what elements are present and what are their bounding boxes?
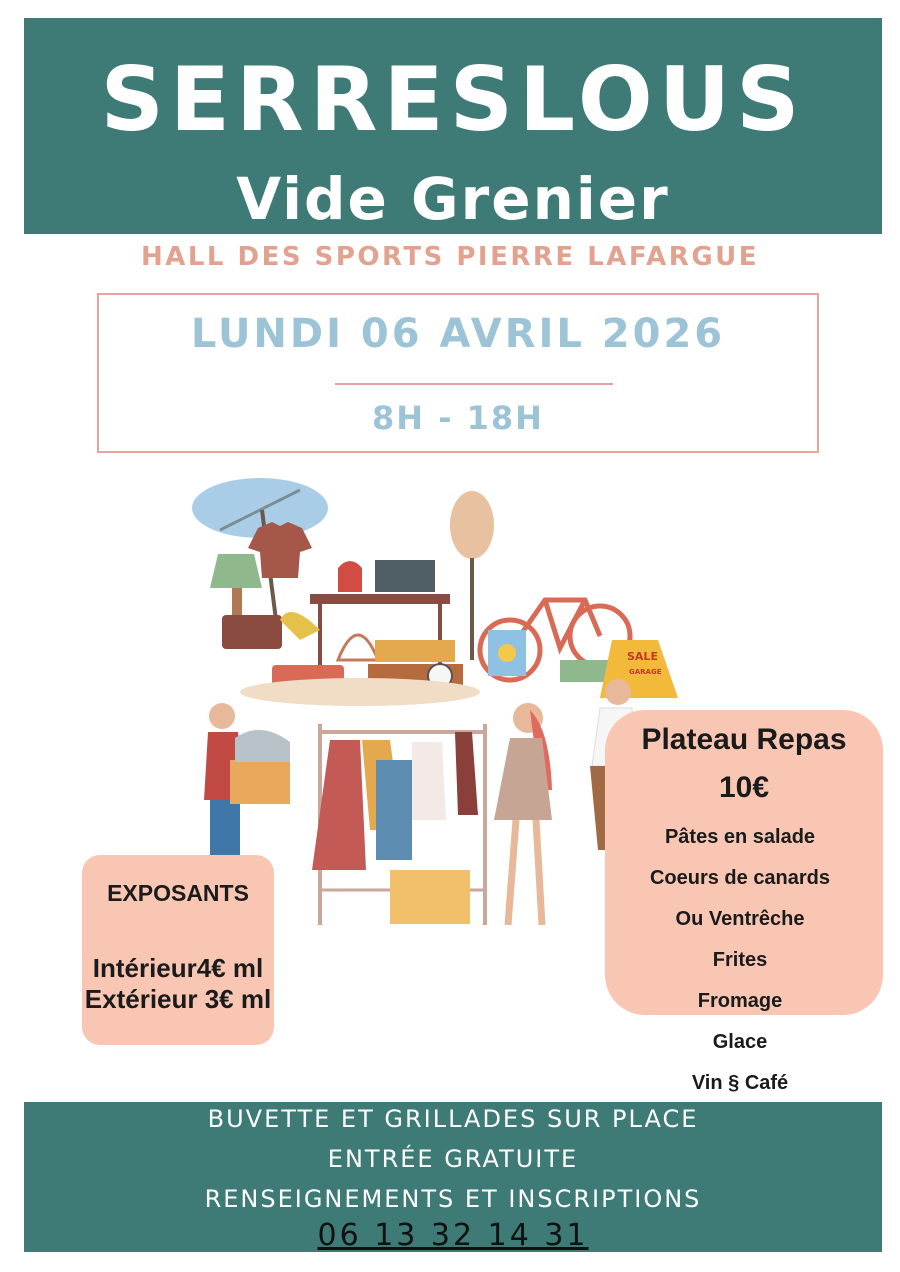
date-box — [97, 293, 819, 453]
phone-number — [24, 1218, 882, 1253]
footer-renseignements: RENSEIGNEMENTS ET INSCRIPTIONS — [204, 1185, 702, 1213]
menu-item: Coeurs de canards — [649, 867, 831, 889]
venue-label: HALL DES SPORTS PIERRE LAFARGUE — [140, 242, 760, 272]
footer-band — [24, 1102, 882, 1252]
menu-item: Vin § Café — [691, 1072, 789, 1094]
footer-entree: ENTRÉE GRATUITE — [327, 1145, 579, 1173]
sale-sign-text: SALE — [627, 650, 658, 663]
phone-number-text: 06 13 32 14 31 — [317, 1218, 589, 1253]
fee-interieur: Intérieur4€ ml — [92, 953, 264, 983]
menu-item: Pâtes en salade — [664, 826, 816, 848]
fee-exterieur: Extérieur 3€ ml — [84, 984, 272, 1014]
menu-item: Ou Ventrêche — [675, 908, 805, 930]
event-title: Vide Grenier — [236, 165, 670, 233]
garage-sign-text: GARAGE — [629, 668, 662, 676]
header-band — [24, 18, 882, 234]
menu-item: Frites — [712, 949, 768, 971]
meal-price: 10€ — [718, 771, 770, 804]
meal-title: Plateau Repas — [641, 723, 847, 756]
event-hours: 8H - 18H — [372, 399, 544, 437]
exposants-title: EXPOSANTS — [107, 880, 249, 906]
menu-item: Glace — [712, 1031, 768, 1053]
event-date: LUNDI 06 AVRIL 2026 — [190, 311, 726, 357]
footer-buvette: BUVETTE ET GRILLADES SUR PLACE — [207, 1105, 699, 1133]
date-divider — [335, 383, 613, 385]
menu-item: Fromage — [697, 990, 783, 1012]
town-title: SERRESLOUS — [100, 48, 806, 151]
